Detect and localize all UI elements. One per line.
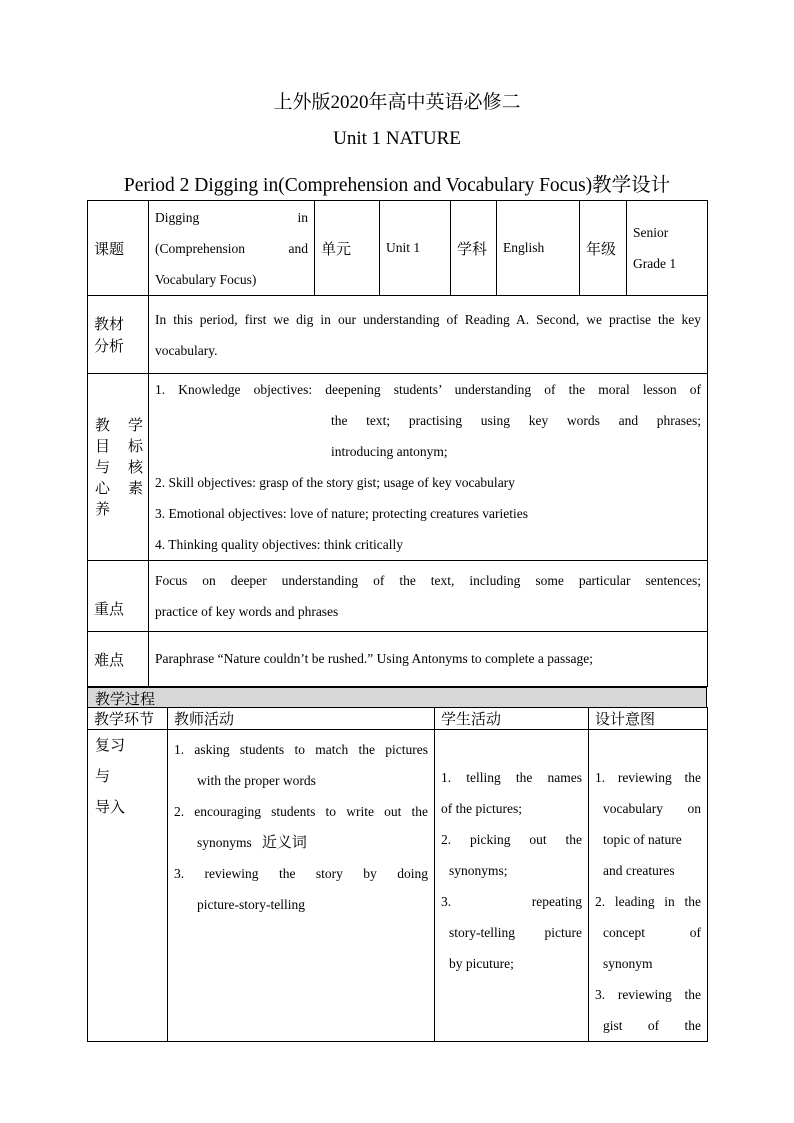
- objectives-label-char: 核: [127, 457, 143, 476]
- col-stage-text: 教学环节: [94, 710, 155, 728]
- teacher-item: 3. reviewing the story by doing: [174, 866, 428, 881]
- student-activity-cell: [435, 730, 589, 1042]
- objectives-row: [88, 374, 708, 561]
- teacher-item: 2. encouraging students to write out the: [174, 804, 428, 819]
- design-item: topic of nature: [603, 832, 682, 847]
- analysis-label-line: 教材: [94, 314, 125, 333]
- col-design-header: [589, 708, 708, 730]
- knowledge-objective: 1. Knowledge objectives: deepening students’ understanding of the moral lesson of: [155, 382, 701, 397]
- thinking-objective: 4. Thinking quality objectives: think critically: [155, 537, 403, 552]
- grade-label: 年级: [580, 201, 627, 296]
- stage-line: 导入: [95, 798, 126, 816]
- design-item: synonym: [603, 956, 653, 971]
- topic-row: [88, 201, 708, 296]
- knowledge-objective-cont: introducing antonym;: [331, 444, 448, 459]
- col-design-text: 设计意图: [595, 710, 656, 728]
- process-row-review: [88, 730, 708, 1042]
- process-band-label: 教学过程: [95, 690, 156, 708]
- teacher-item-zh: 近义词: [261, 833, 307, 851]
- unit-value: Unit 1: [380, 201, 451, 296]
- unit-label: 单元: [315, 201, 380, 296]
- student-item: 1. telling the names: [441, 770, 582, 785]
- teacher-item: 1. asking students to match the pictures: [174, 742, 428, 757]
- stage-line: 复习: [95, 736, 126, 754]
- subject-label: 学科: [451, 201, 497, 296]
- teacher-item: with the proper words: [197, 773, 316, 788]
- design-item: 1. reviewing the: [595, 770, 701, 785]
- student-item: 2. picking out the: [441, 832, 582, 847]
- analysis-text: In this period, first we dig in our understanding of Reading A. Second, we practise the key vocabulary.: [149, 296, 708, 374]
- design-item: 2. leading in the: [595, 894, 701, 909]
- difficulties-label: 难点: [88, 632, 149, 687]
- topic-line: Vocabulary Focus): [155, 271, 257, 287]
- objectives-label-char: 与: [95, 457, 111, 476]
- col-student-header: [435, 708, 589, 730]
- teacher-item: synonyms: [197, 835, 252, 850]
- objectives-label-char: 目: [95, 436, 111, 455]
- student-item: synonyms;: [449, 863, 508, 878]
- topic-line: (Comprehension and: [155, 240, 308, 256]
- teacher-item: picture-story-telling: [197, 897, 305, 912]
- doc-title-line1: 上外版2020年高中英语必修二: [273, 92, 521, 113]
- grade-line: Grade 1: [633, 256, 677, 271]
- process-band: [87, 687, 707, 707]
- stage-cell: [88, 730, 168, 1042]
- process-header-row: [88, 708, 708, 730]
- topic-label: 课题: [88, 201, 149, 296]
- design-item: and creatures: [603, 863, 675, 878]
- keypoints-row: [88, 561, 708, 632]
- grade-line: Senior: [633, 225, 669, 240]
- design-intent-cell: [589, 730, 708, 1042]
- analysis-row: [88, 296, 708, 374]
- objectives-text: [149, 374, 708, 561]
- topic-line: Digging in: [155, 209, 308, 225]
- objectives-label: [88, 374, 149, 561]
- difficulties-text: Paraphrase “Nature couldn’t be rushed.” Using Antonyms to complete a passage;: [149, 632, 708, 687]
- col-teacher-header: [168, 708, 435, 730]
- col-stage-header: [88, 708, 168, 730]
- design-item: vocabulary on: [603, 801, 701, 816]
- design-item: gist of the: [603, 1018, 701, 1033]
- keypoints-text: [149, 561, 708, 632]
- emotional-objective: 3. Emotional objectives: love of nature; protecting creatures varieties: [155, 506, 528, 521]
- topic-value: [149, 201, 315, 296]
- difficulties-row: [88, 632, 708, 687]
- skill-objective: 2. Skill objectives: grasp of the story gist; usage of key vocabulary: [155, 475, 515, 490]
- design-item: concept of: [603, 925, 701, 940]
- knowledge-objective-cont: the text; practising using key words and phrases;: [331, 413, 701, 428]
- stage-line: 与: [95, 767, 111, 785]
- keypoints-label: 重点: [88, 561, 149, 632]
- teacher-activity-cell: [168, 730, 435, 1042]
- student-item: 3. repeating: [441, 894, 582, 909]
- objectives-label-char: 教: [95, 415, 111, 434]
- doc-title-line2: Unit 1 NATURE: [333, 128, 461, 149]
- keypoints-line: Focus on deeper understanding of the text, including some particular sentences;: [155, 573, 701, 588]
- analysis-label-line: 分析: [94, 336, 125, 355]
- objectives-label-char: 标: [127, 436, 143, 455]
- objectives-label-char: 心: [95, 478, 111, 497]
- objectives-label-char: 养: [95, 499, 111, 518]
- grade-value: [627, 201, 708, 296]
- subject-value: English: [497, 201, 580, 296]
- design-item: 3. reviewing the: [595, 987, 701, 1002]
- col-student-text: 学生活动: [441, 710, 502, 728]
- col-teacher-text: 教师活动: [174, 710, 235, 728]
- student-item: of the pictures;: [441, 801, 522, 816]
- objectives-label-char: 素: [127, 478, 143, 497]
- objectives-label-char: 学: [127, 415, 143, 434]
- lesson-info-table: [87, 200, 708, 687]
- analysis-label: [88, 296, 149, 374]
- student-item: by picuture;: [449, 956, 514, 971]
- keypoints-line: practice of key words and phrases: [155, 604, 339, 619]
- student-item: story-telling picture: [449, 925, 582, 940]
- doc-title-line3: Period 2 Digging in(Comprehension and Vocabulary Focus)教学设计: [123, 175, 671, 196]
- process-table: [87, 707, 708, 1042]
